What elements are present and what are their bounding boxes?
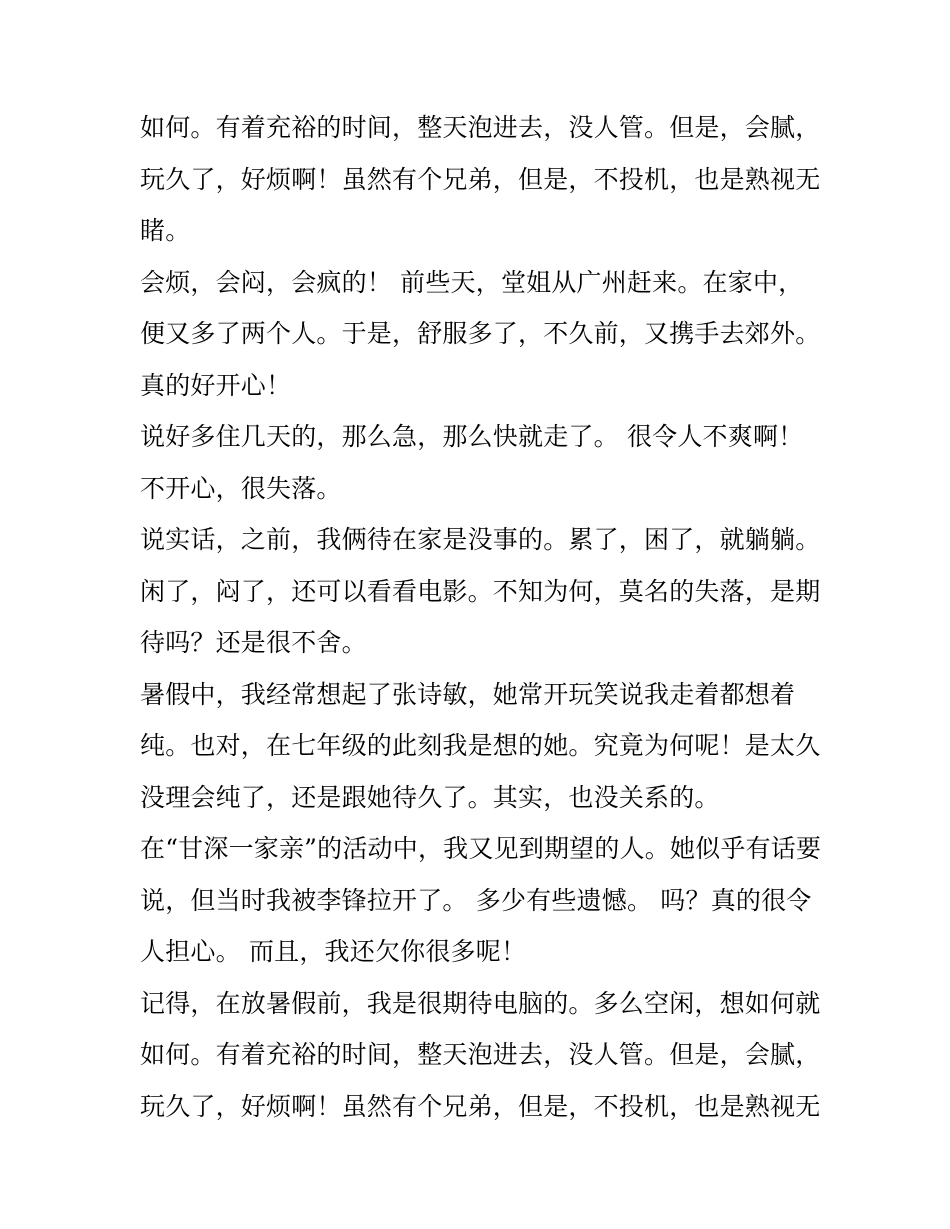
text-line: 不开心，很失落。 <box>140 473 342 503</box>
text-line: 说实话，之前，我俩待在家是没事的。累了，困了，就躺躺。 <box>140 525 821 554</box>
text-line: 待吗？还是很不舍。 <box>140 628 367 657</box>
text-line: 如何。有着充裕的时间，整天泡进去，没人管。但是，会腻， <box>140 1040 821 1069</box>
text-line: 人担心。 而且，我还欠你很多呢！ <box>140 937 527 966</box>
text-line: 在“甘深一家亲”的活动中，我又见到期望的人。她似乎有话要 <box>140 834 822 863</box>
text-line: 记得，在放暑假前，我是很期待电脑的。多么空闲，想如何就 <box>140 988 821 1018</box>
text-line: 闲了，闷了，还可以看看电影。不知为何，莫名的失落，是期 <box>140 576 821 606</box>
document-body <box>140 102 820 1132</box>
text-line: 说好多住几天的，那么急，那么快就走了。 很令人不爽啊！ <box>140 422 804 451</box>
text-line: 真的好开心！ <box>140 370 292 400</box>
text-line: 会烦，会闷，会疯的！ 前些天，堂姐从广州赶来。在家中， <box>140 267 804 297</box>
text-line: 说，但当时我被李锋拉开了。 多少有些遗憾。 吗？真的很令 <box>140 885 812 915</box>
text-line: 睹。 <box>140 216 191 245</box>
text-line: 便又多了两个人。于是，舒服多了，不久前，又携手去郊外。 <box>140 319 821 348</box>
text-line: 没理会纯了，还是跟她待久了。其实，也没关系的。 <box>140 782 720 812</box>
text-line: 纯。也对，在七年级的此刻我是想的她。究竟为何呢！是太久 <box>140 731 821 760</box>
text-line: 暑假中，我经常想起了张诗敏，她常开玩笑说我走着都想着 <box>140 679 796 709</box>
text-line: 玩久了，好烦啊！虽然有个兄弟，但是，不投机，也是熟视无 <box>140 1091 821 1121</box>
text-line: 如何。有着充裕的时间，整天泡进去，没人管。但是，会腻， <box>140 113 821 142</box>
text-line: 玩久了，好烦啊！虽然有个兄弟，但是，不投机，也是熟视无 <box>140 164 821 194</box>
